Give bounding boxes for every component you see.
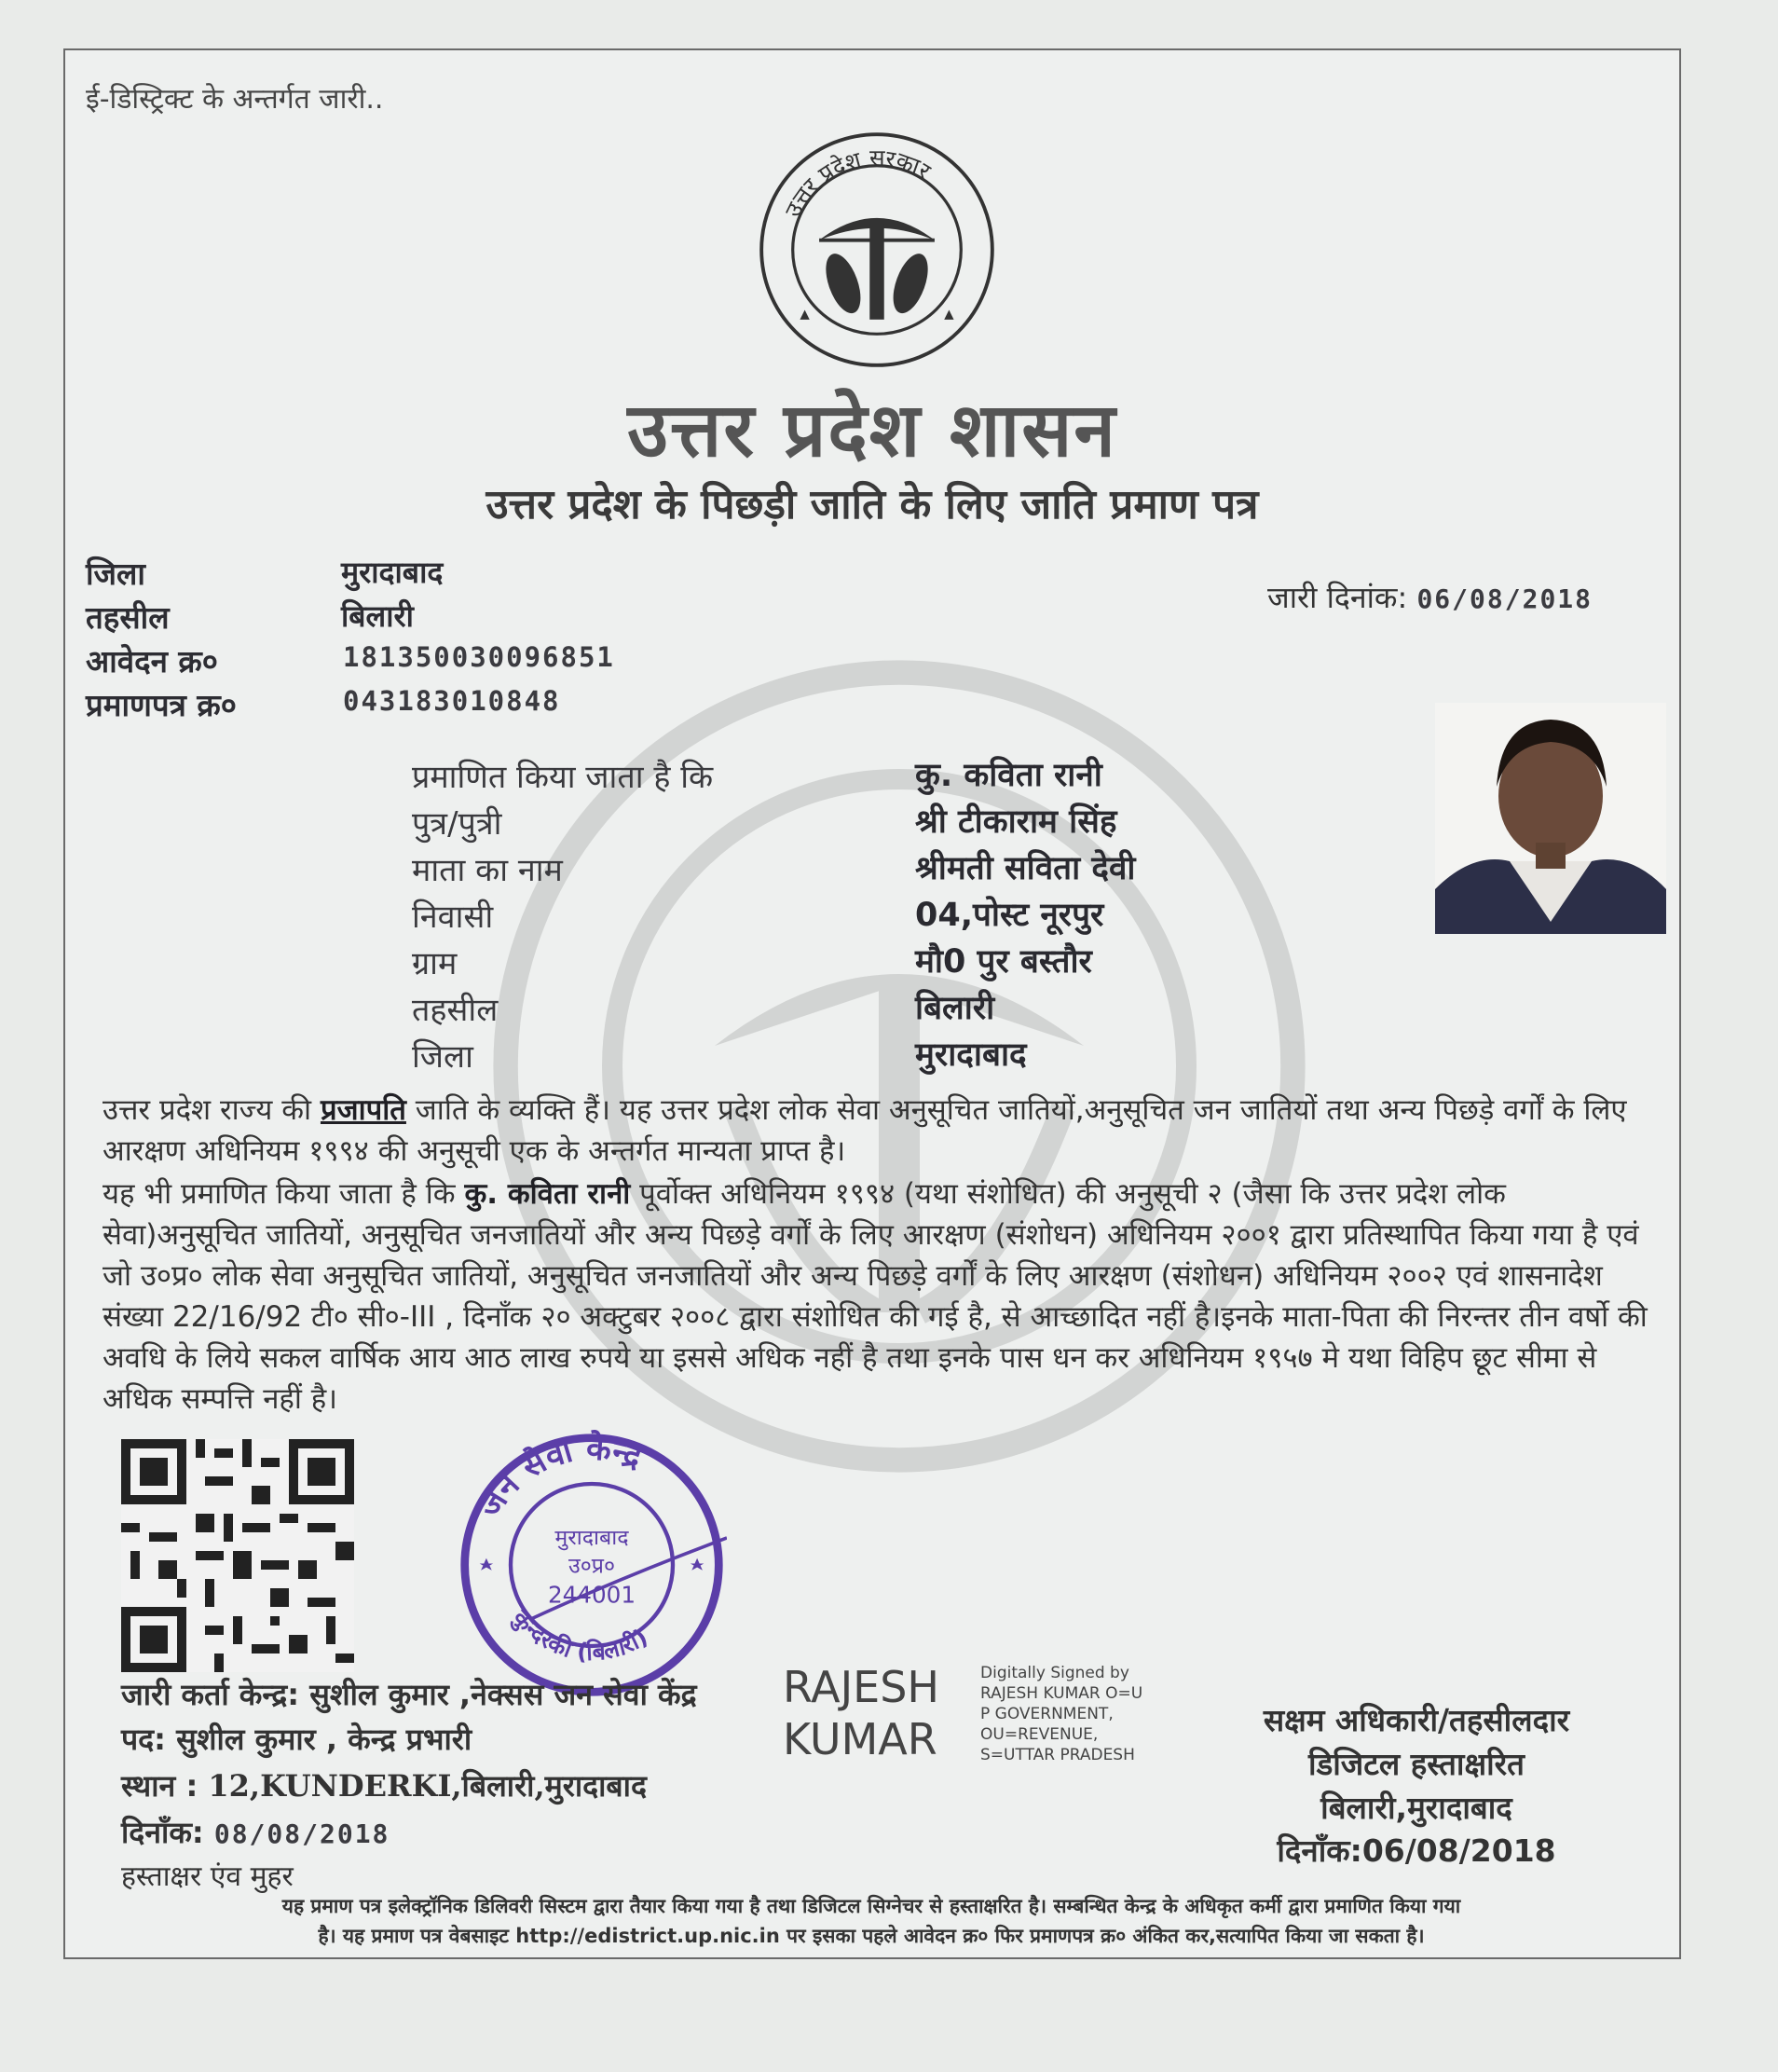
certified-label: प्रमाणित किया जाता है कि — [412, 759, 714, 796]
svg-text:उत्तर प्रदेश सरकार — [779, 144, 936, 222]
footer-line1: यह प्रमाण पत्र इलेक्ट्रॉनिक डिलिवरी सिस्टम द्वारा तैयार किया गया है तथा डिजिटल सिग्नेचर से हस्ताक्षरित है। सम्बन्धित केन्द्र के अधिकृत कर्मी द्वारा प्रमाणित किया गया — [281, 1895, 1461, 1917]
issuer-place — [121, 1765, 647, 1805]
certification-paragraph-text-b: पूर्वोक्त अधिनियम १९९४ (यथा संशोधित) की अनुसूची २ (जैसा कि उत्तर प्रदेश लोक सेवा)अनुसूचित जातियों, अनुसूचित जनजातियों और अन्य पिछड़े वर्गों के लिए आरक्षण (संशोधन) अधिनियम २००१ द्वारा प्रतिस्थापित किया गया है एवं जो उ०प्र० लोक सेवा अनुसूचित जातियों, अनुसूचित जनजातियों और अन्य पिछड़े वर्गों के लिए आरक्षण (संशोधन) अधिनियम २००२ एवं शासनादेश संख्या 22/16/92 टी० सी०-III , दिनाँक २० अक्टुबर २००८ द्वारा संशोधित की गई है, से आच्छादित नहीं है।इनके माता-पिता की निरन्तर तीन वर्षो की अवधि के लिये सकल वार्षिक आय आठ लाख रुपये या इससे अधिक नहीं है तथा इनके पास धन कर अधिनियम १९५७ मे यथा विहिप छूट सीमा से अधिक सम्पत्ति नहीं है। — [103, 1177, 1648, 1416]
stamp-center-line1: मुरादाबाद — [554, 1525, 629, 1551]
authority-title: सक्षम अधिकारी/तहसीलदार — [1263, 1702, 1570, 1738]
signer-name — [783, 1661, 939, 1765]
certificate-no-value: 043183010848 — [343, 685, 561, 717]
digital-signature-line5: S=UTTAR PRADESH — [980, 1746, 1135, 1764]
detail-district-label: जिला — [412, 1038, 473, 1076]
authority-digital: डिजिटल हस्ताक्षरित — [1308, 1746, 1525, 1782]
issuing-center-value: सुशील कुमार ,नेक्सस जन सेवा केंद्र — [309, 1677, 697, 1712]
village-label: ग्राम — [412, 945, 458, 982]
footer-note — [93, 1891, 1649, 1951]
detail-tehsil-value: बिलारी — [915, 990, 995, 1027]
stamp-bottom-text: कुन्दरकी (बिलारी) — [507, 1604, 653, 1667]
issuer-post-value: सुशील कुमार , केन्द्र प्रभारी — [176, 1722, 472, 1757]
village-value: मौ0 पुर बस्तौर — [915, 943, 1092, 981]
footer-line2: है। यह प्रमाण पत्र वेबसाइट http://edistrict.up.nic.in पर इसका पहले आवेदन क्र० फिर प्रमाणपत्र क्र० अंकित कर,सत्यापित किया जा सकता है। — [318, 1925, 1425, 1947]
caste-name: प्रजापति — [320, 1093, 406, 1127]
up-government-emblem — [757, 130, 997, 370]
svg-text:कुन्दरकी (बिलारी) — [505, 1604, 652, 1666]
resident-value: 04,पोस्ट नूरपुर — [915, 897, 1104, 934]
issuer-post — [121, 1719, 472, 1759]
paragraph-applicant-name: कु. कविता रानी — [464, 1177, 631, 1211]
detail-district-value: मुरादाबाद — [915, 1036, 1027, 1074]
caste-paragraph-text-a: उत्तर प्रदेश राज्य की — [103, 1093, 321, 1127]
certificate-no-label: प्रमाणपत्र क्र० — [86, 687, 237, 723]
applicant-name: कु. कविता रानी — [915, 757, 1102, 794]
applicant-photo — [1435, 703, 1666, 934]
digital-signature-details — [980, 1663, 1176, 1765]
application-no-value: 181350030096851 — [343, 641, 615, 673]
digital-signature-line3: P GOVERNMENT, — [980, 1705, 1114, 1723]
detail-tehsil-label: तहसील — [412, 992, 499, 1029]
mother-name-label: माता का नाम — [412, 852, 563, 889]
caste-paragraph-text-b: जाति के व्यक्ति हैं। यह उत्तर प्रदेश लोक सेवा अनुसूचित जातियों,अनुसूचित जन जातियों तथा अन्य पिछड़े वर्गों के लिए आरक्षण अधिनियम १९९४ की अनुसूची एक के अन्तर्गत मान्यता प्राप्त है। — [103, 1093, 1627, 1168]
certification-paragraph — [103, 1173, 1659, 1420]
certificate-title: उत्तर प्रदेश के पिछड़ी जाति के लिए जाति प्रमाण पत्र — [486, 481, 1259, 528]
digital-signature-line4: OU=REVENUE, — [980, 1725, 1099, 1744]
verification-qr-code[interactable] — [121, 1439, 354, 1672]
authority-place: बिलारी,मुरादाबाद — [1320, 1790, 1512, 1826]
signer-name-line1: RAJESH — [783, 1662, 939, 1712]
mother-name: श्रीमती सविता देवी — [915, 850, 1136, 887]
issue-date — [1267, 577, 1593, 617]
son-daughter-label: पुत्र/पुत्री — [412, 805, 502, 843]
authority-date: दिनाँक:06/08/2018 — [1277, 1832, 1556, 1869]
jan-seva-kendra-stamp — [457, 1430, 727, 1700]
tehsil-value: बिलारी — [341, 598, 414, 634]
district-label: जिला — [86, 556, 145, 592]
certificate-page — [63, 48, 1681, 1959]
stamp-ring-text: जन सेवा केन्द्र — [471, 1430, 647, 1525]
issuing-center — [121, 1674, 697, 1714]
issuer-place-label: स्थान : — [121, 1768, 198, 1804]
signer-name-line2: KUMAR — [783, 1714, 937, 1764]
government-title: उत्तर प्रदेश शासन — [627, 387, 1117, 473]
father-name: श्री टीकाराम सिंह — [915, 803, 1117, 841]
issuing-center-label: जारी कर्ता केन्द्र: — [121, 1677, 300, 1712]
emblem-ring-text: उत्तर प्रदेश सरकार — [779, 144, 936, 222]
sign-and-seal: हस्ताक्षर एंव मुहर — [121, 1860, 294, 1893]
certification-paragraph-text-a: यह भी प्रमाणित किया जाता है कि — [103, 1177, 465, 1211]
issuer-place-value: 12,KUNDERKI,बिलारी,मुरादाबाद — [208, 1768, 647, 1804]
issuer-date-label: दिनाँक: — [121, 1815, 204, 1850]
digital-signature-line2: RAJESH KUMAR O=U — [980, 1684, 1143, 1703]
issue-date-value: 06/08/2018 — [1416, 583, 1593, 614]
stamp-center-line2: उ०प्र० — [568, 1553, 616, 1579]
tehsil-label: तहसील — [86, 599, 170, 636]
issue-date-label: जारी दिनांक: — [1267, 580, 1408, 615]
issuer-date — [121, 1812, 390, 1852]
header-note: ई-डिस्ट्रिक्ट के अन्तर्गत जारी.. — [86, 83, 384, 116]
issuer-post-label: पद: — [121, 1722, 166, 1757]
application-no-label: आवेदन क्र० — [86, 643, 218, 679]
issuer-date-value: 08/08/2018 — [213, 1818, 390, 1849]
district-value: मुरादाबाद — [341, 555, 444, 590]
svg-text:जन सेवा केन्द्र — [471, 1430, 648, 1525]
caste-paragraph — [103, 1090, 1659, 1172]
resident-label: निवासी — [412, 899, 494, 936]
digital-signature-line1: Digitally Signed by — [980, 1664, 1129, 1682]
stamp-center-line3: 244001 — [547, 1581, 636, 1609]
